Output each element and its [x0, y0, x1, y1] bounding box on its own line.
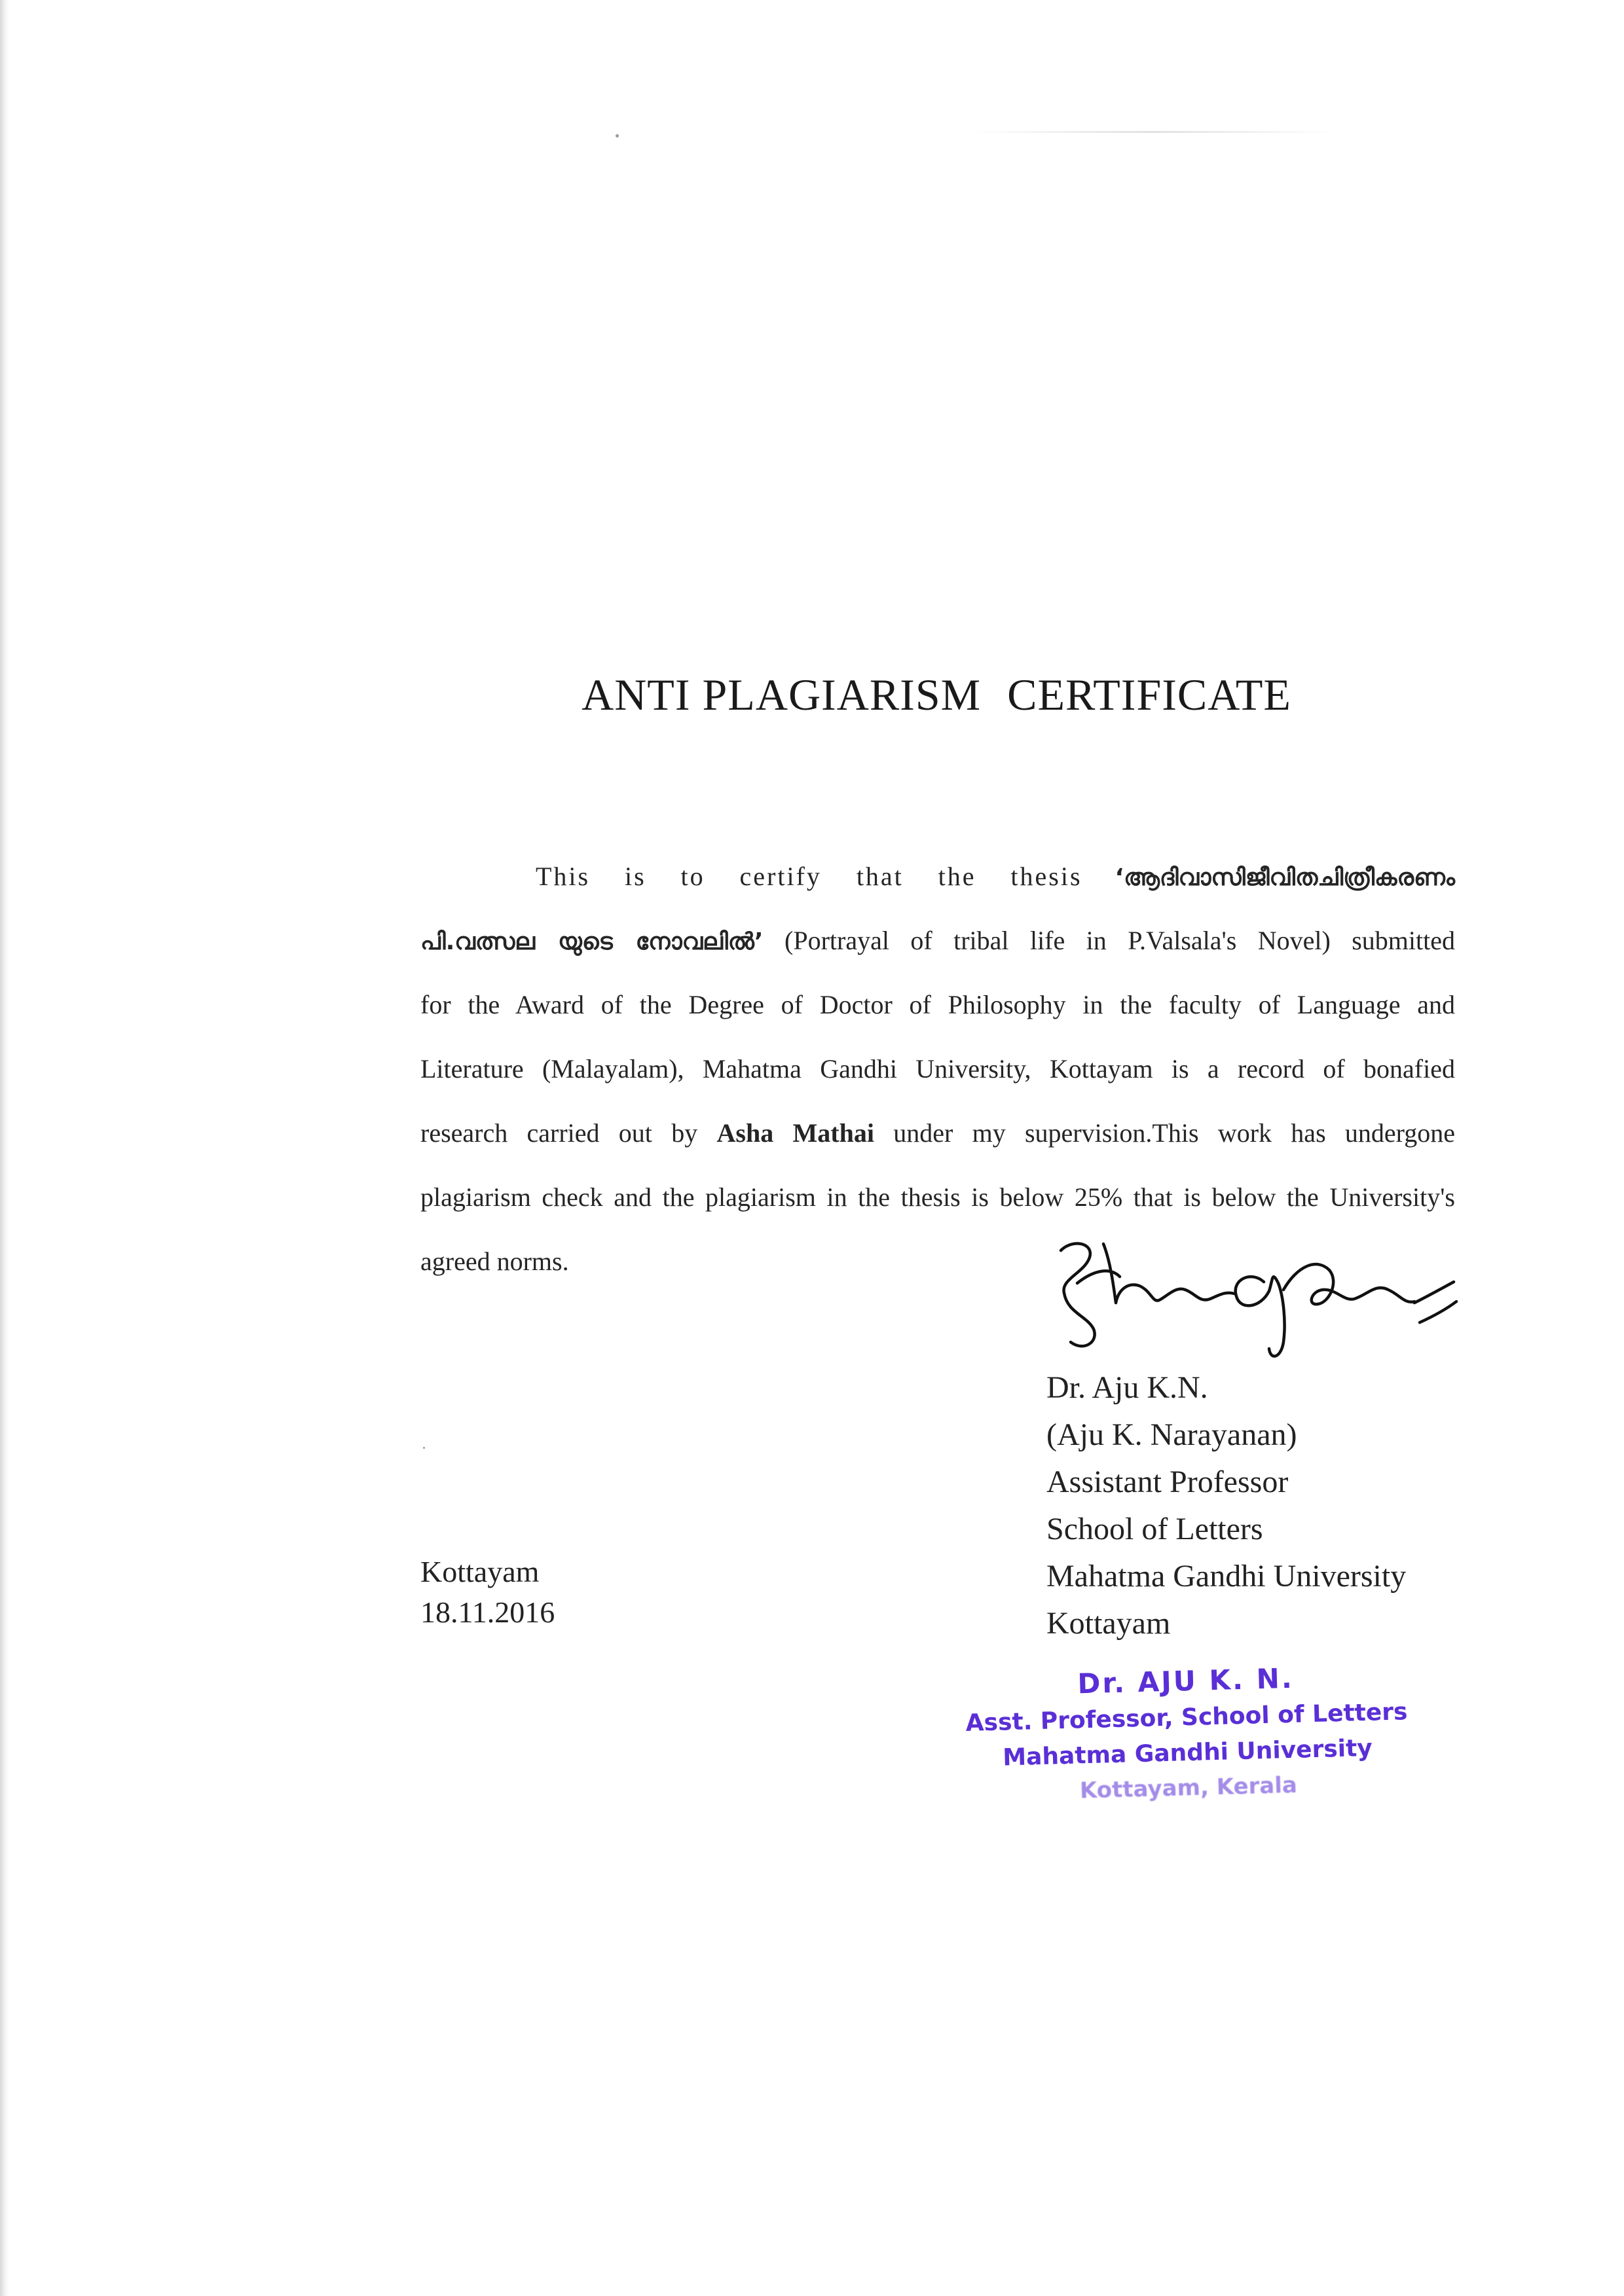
signatory-city: Kottayam	[1046, 1606, 1171, 1641]
signatory-name: Dr. Aju K.N.	[1046, 1370, 1208, 1405]
signatory-designation: Assistant Professor	[1046, 1465, 1289, 1499]
body-line-5	[420, 1101, 1455, 1165]
place-date-block	[420, 1552, 555, 1633]
title-part-1: ANTI PLAGIARISM	[581, 670, 982, 720]
title-part-2: CERTIFICATE	[1007, 670, 1291, 720]
body-line-3: for the Award of the Degree of Doctor of Philosophy in the faculty of Language and	[420, 990, 1455, 1019]
signatory-department: School of Letters	[1046, 1512, 1263, 1546]
page-edge-shadow	[0, 0, 9, 2296]
stamp-university: Mahatma Gandhi University	[1002, 1734, 1373, 1772]
body-line-1	[420, 845, 1455, 909]
scan-speck	[423, 1447, 425, 1449]
signatory-university: Mahatma Gandhi University	[1046, 1559, 1407, 1594]
signatory-block	[1046, 1364, 1406, 1647]
body-line-4: Literature (Malayalam), Mahatma Gandhi University, Kottayam is a record of bonafied	[420, 1054, 1455, 1084]
scan-speck	[616, 134, 619, 137]
supervision-statement: under my supervision.This work has undergone	[893, 1118, 1456, 1148]
thesis-title-english: (Portrayal of tribal life in P.Valsala's Novel) submitted	[784, 926, 1456, 955]
certify-intro: This is to certify that the thesis	[536, 862, 1082, 891]
body-line-6: plagiarism check and the plagiarism in the thesis is below 25% that is below the University's	[420, 1182, 1455, 1212]
stamp-name: Dr. AJU K. N.	[1077, 1662, 1295, 1700]
page-title	[0, 669, 1624, 721]
research-statement: research carried out by	[420, 1118, 698, 1148]
stamp-location: Kottayam, Kerala	[1079, 1772, 1298, 1804]
body-line-7: agreed norms.	[420, 1247, 569, 1276]
handwritten-signature	[1048, 1231, 1467, 1368]
official-stamp	[963, 1656, 1411, 1811]
signatory-full-name: (Aju K. Narayanan)	[1046, 1417, 1297, 1452]
place: Kottayam	[420, 1555, 540, 1588]
thesis-title-malayalam: ‘ആദിവാസിജീവിതചിത്രീകരണം	[1115, 864, 1455, 891]
scan-artifact	[969, 131, 1336, 133]
stamp-designation: Asst. Professor, School of Letters	[965, 1698, 1408, 1737]
thesis-title-malayalam-cont: പി.വത്സല യുടെ നോവലിൽ’	[420, 928, 764, 955]
certificate-body	[420, 845, 1455, 1294]
body-line-2	[420, 909, 1455, 973]
date: 18.11.2016	[420, 1595, 555, 1629]
candidate-name: Asha Mathai	[716, 1118, 874, 1148]
